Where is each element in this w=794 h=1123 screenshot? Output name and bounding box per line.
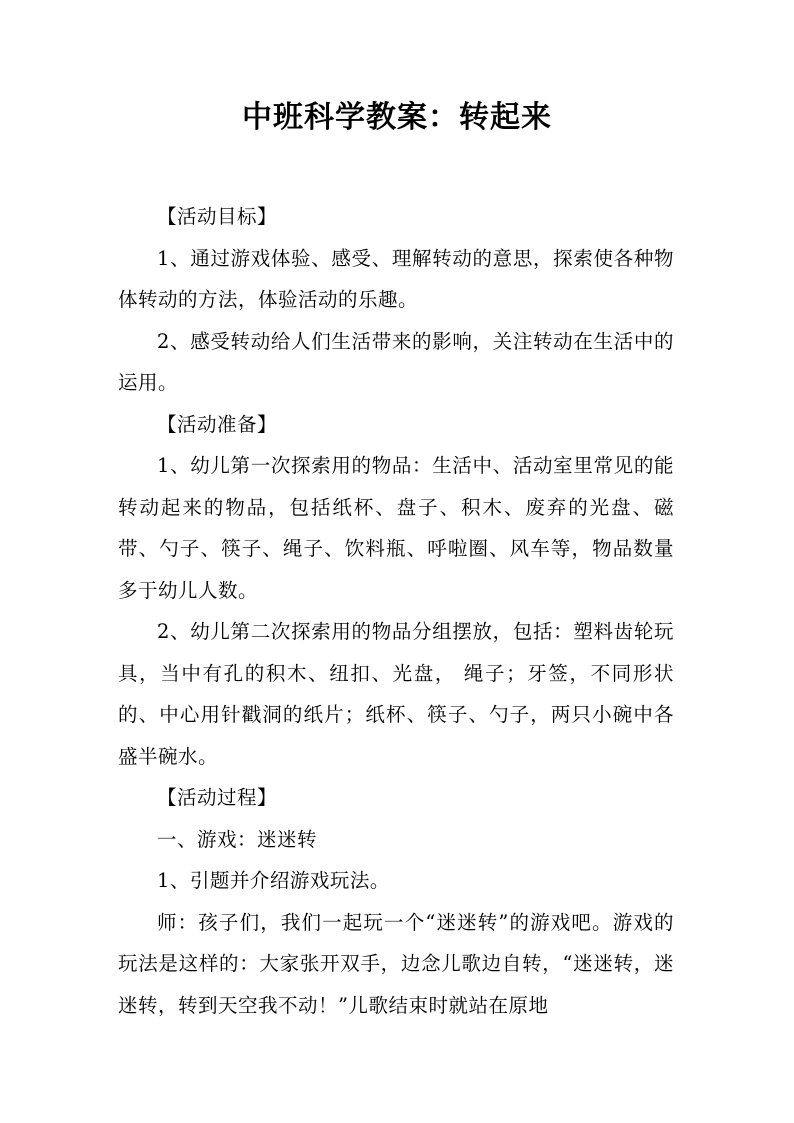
paragraph-goal-2: 2、感受转动给人们生活带来的影响，关注转动在生活中的运用。 <box>118 329 674 394</box>
paragraph-game-intro: 1、引题并介绍游戏玩法。 <box>157 869 390 892</box>
paragraph-preparation-2: 2、幼儿第二次探索用的物品分组摆放，包括：塑料齿轮玩具，当中有孔的积木、纽扣、光盘， 绳子；牙签，不同形状的、中心用针戳洞的纸片；纸杯、筷子、勺子，两只小碗中各盛半碗水。 <box>118 620 674 768</box>
paragraph-teacher-speech: 师：孩子们，我们一起玩一个“迷迷转”的游戏吧。游戏的玩法是这样的：大家张开双手，边念儿歌边自转，“迷迷转，迷迷转，转到天空我不动！”儿歌结束时就站在原地 <box>118 910 674 1017</box>
section-heading-process: 【活动过程】 <box>157 786 278 809</box>
paragraph-preparation-1: 1、幼儿第一次探索用的物品：生活中、活动室里常见的能转动起来的物品，包括纸杯、盘子、积木、废弃的光盘、磁带、勺子、筷子、绳子、饮料瓶、呼啦圈、风车等，物品数量多于幼儿人数。 <box>118 454 674 602</box>
page-title: 中班科学教案：转起来 <box>242 100 552 135</box>
paragraph-game-heading: 一、游戏：迷迷转 <box>157 827 318 851</box>
paragraph-goal-1: 1、通过游戏体验、感受、理解转动的意思，探索使各种物体转动的方法，体验活动的乐趣。 <box>118 246 674 311</box>
section-heading-preparation: 【活动准备】 <box>157 412 278 436</box>
section-heading-goals: 【活动目标】 <box>157 205 278 228</box>
document-body <box>118 196 674 1026</box>
